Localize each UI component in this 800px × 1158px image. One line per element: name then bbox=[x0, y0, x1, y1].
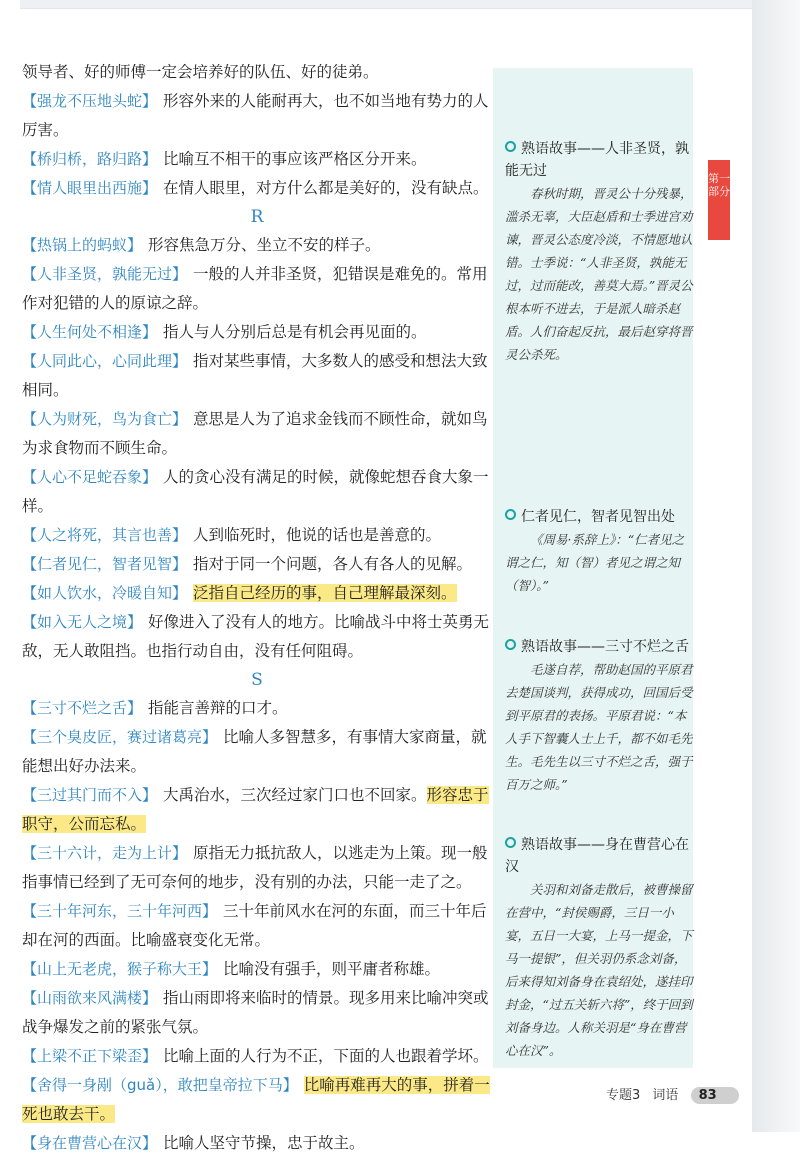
idiom-entry bbox=[22, 839, 492, 897]
intro-line: 领导者、好的师傅一定会培养好的队伍、好的徒弟。 bbox=[22, 63, 379, 81]
page-edge bbox=[20, 0, 760, 9]
idiom-entry bbox=[22, 260, 492, 318]
idiom-entry bbox=[22, 405, 492, 463]
idiom-entry bbox=[22, 463, 492, 521]
idiom-definition: 人到临死时，他说的话也是善意的。 bbox=[193, 526, 442, 544]
highlighted-definition: 泛指自己经历的事，自己理解最深刻。 bbox=[193, 584, 457, 602]
idiom-term: 【情人眼里出西施】 bbox=[22, 179, 158, 197]
idiom-definition: 指人与人分别后总是有机会再见面的。 bbox=[163, 323, 427, 341]
idiom-definition: 比喻上面的人行为不正，下面的人也跟着学坏。 bbox=[163, 1047, 489, 1065]
highlighted-definition: 比喻再难再大的事，拼着一死也敢去干。 bbox=[22, 1076, 490, 1123]
idiom-term: 【桥归桥，路归路】 bbox=[22, 150, 158, 168]
idiom-term: 【三十年河东，三十年河西】 bbox=[22, 902, 218, 920]
idiom-definition: 指对某些事情，大多数人的感受和想法大致相同。 bbox=[22, 352, 488, 399]
entry-list-r bbox=[22, 231, 492, 666]
idiom-definition: 一般的人并非圣贤，犯错误是难免的。常用作对犯错的人的原谅之辞。 bbox=[22, 265, 488, 312]
idiom-term: 【仁者见仁，智者见智】 bbox=[22, 555, 188, 573]
idiom-definition: 三十年前风水在河的东面，而三十年后却在河的西面。比喻盛衰变化无常。 bbox=[22, 902, 487, 949]
idiom-entry bbox=[22, 550, 492, 579]
sidebar-box-body: 关羽和刘备走散后，被曹操留在营中，“封侯赐爵，三日一小宴，五日一大宴，上马一提金，下马一提银”，但关羽仍系念刘备，后来得知刘备身在袁绍处，遂挂印封金，“过五关斩六将”，终于回到刘备身边。人称关羽是“身在曹营心在汉”。 bbox=[505, 882, 693, 1058]
idiom-entry bbox=[22, 984, 492, 1042]
entry-list-top bbox=[22, 87, 492, 203]
idiom-entry bbox=[22, 897, 492, 955]
idiom-term: 【人为财死，鸟为食亡】 bbox=[22, 410, 188, 428]
sidebar-box-title: 熟语故事——身在曹营心在汉 bbox=[505, 837, 689, 875]
section-letter-r: R bbox=[250, 207, 264, 227]
idiom-definition: 人的贪心没有满足的时候，就像蛇想吞食大象一样。 bbox=[22, 468, 489, 515]
idiom-definition: 比喻互不相干的事应该严格区分开来。 bbox=[163, 150, 427, 168]
main-column bbox=[22, 58, 492, 1158]
idiom-definition: 形容焦急万分、坐立不安的样子。 bbox=[148, 236, 381, 254]
idiom-definition: 比喻没有强手，则平庸者称雄。 bbox=[223, 960, 441, 978]
idiom-term: 【身在曹营心在汉】 bbox=[22, 1134, 158, 1152]
idiom-term: 【三个臭皮匠，赛过诸葛亮】 bbox=[22, 728, 218, 746]
section-letter-s: S bbox=[251, 670, 263, 690]
idiom-entry bbox=[22, 174, 492, 203]
idiom-entry bbox=[22, 694, 492, 723]
idiom-definition: 指对于同一个问题，各人有各人的见解。 bbox=[193, 555, 473, 573]
idiom-term: 【热锅上的蚂蚁】 bbox=[22, 236, 143, 254]
idiom-entry bbox=[22, 1042, 492, 1071]
sidebar-box-body: 《周易·系辞上》：“仁者见之谓之仁，知（智）者见之谓之知（智）。” bbox=[505, 532, 685, 593]
page-gutter bbox=[752, 0, 800, 1132]
idiom-term: 【人心不足蛇吞象】 bbox=[22, 468, 158, 486]
idiom-entry bbox=[22, 781, 492, 839]
highlighted-definition: 形容忠于职守，公而忘私。 bbox=[22, 786, 489, 833]
bullet-circle-icon bbox=[505, 639, 516, 650]
idiom-term: 【人同此心，心同此理】 bbox=[22, 352, 188, 370]
idiom-entry bbox=[22, 145, 492, 174]
idiom-definition: 原指无力抵抗敌人，以逃走为上策。现一般指事情已经到了无可奈何的地步，没有别的办法，只能一走了之。 bbox=[22, 844, 488, 891]
sidebar-box-body: 春秋时期，晋灵公十分残暴，滥杀无辜，大臣赵盾和士季进宫劝谏，晋灵公态度冷淡，不情愿地认错。士季说：“人非圣贤，孰能无过，过而能改，善莫大焉。”晋灵公根本听不进去，于是派人暗杀赵盾。人们奋起反抗，最后赵穿将晋灵公杀死。 bbox=[505, 186, 693, 362]
sidebar-box-title: 仁者见仁，智者见智出处 bbox=[521, 509, 675, 525]
idiom-term: 【人之将死，其言也善】 bbox=[22, 526, 188, 544]
idiom-term: 【山雨欲来风满楼】 bbox=[22, 989, 158, 1007]
idiom-term: 【舍得一身剐（guǎ），敢把皇帝拉下马】 bbox=[22, 1076, 298, 1094]
idiom-definition: 比喻人坚守节操，忠于故主。 bbox=[163, 1134, 365, 1152]
idiom-definition: 好像进入了没有人的地方。比喻战斗中将士英勇无敌，无人敢阻挡。也指行动自由，没有任何阻碍。 bbox=[22, 613, 490, 660]
idiom-entry bbox=[22, 579, 492, 608]
idiom-definition: 比喻人多智慧多，有事情大家商量，就能想出好办法来。 bbox=[22, 728, 487, 775]
idiom-term: 【三寸不烂之舌】 bbox=[22, 699, 143, 717]
bullet-circle-icon bbox=[505, 837, 516, 848]
idiom-entry bbox=[22, 723, 492, 781]
idiom-definition: 指山雨即将来临时的情景。现多用来比喻冲突或战争爆发之前的紧张气氛。 bbox=[22, 989, 489, 1036]
sidebar-box-story-3 bbox=[505, 834, 693, 1062]
idiom-entry bbox=[22, 87, 492, 145]
page-footer bbox=[606, 1084, 747, 1104]
sidebar-box-title: 熟语故事——三寸不烂之舌 bbox=[521, 639, 689, 655]
bullet-circle-icon bbox=[505, 509, 516, 520]
idiom-term: 【如入无人之境】 bbox=[22, 613, 143, 631]
idiom-entry bbox=[22, 1129, 492, 1158]
page-number: 83 bbox=[691, 1087, 739, 1104]
idiom-definition: 指能言善辩的口才。 bbox=[148, 699, 288, 717]
idiom-definition: 意思是人为了追求金钱而不顾性命，就如鸟为求食物而不顾生命。 bbox=[22, 410, 488, 457]
idiom-entry bbox=[22, 1071, 492, 1129]
footer-section: 词语 bbox=[652, 1088, 679, 1103]
idiom-term: 【山上无老虎，猴子称大王】 bbox=[22, 960, 218, 978]
idiom-entry bbox=[22, 608, 492, 666]
idiom-entry bbox=[22, 955, 492, 984]
idiom-entry bbox=[22, 231, 492, 260]
bullet-circle-icon bbox=[505, 141, 516, 152]
idiom-entry bbox=[22, 318, 492, 347]
part-tab[interactable]: 第一部分 bbox=[708, 160, 730, 240]
idiom-definition: 在情人眼里，对方什么都是美好的，没有缺点。 bbox=[163, 179, 489, 197]
idiom-definition: 大禹治水，三次经过家门口也不回家。 bbox=[163, 786, 427, 804]
sidebar-box-story-2 bbox=[505, 636, 693, 796]
idiom-term: 【三过其门而不入】 bbox=[22, 786, 158, 804]
sidebar-box-body: 毛遂自荐，帮助赵国的平原君去楚国谈判，获得成功，回国后受到平原君的表扬。平原君说：“本人手下智囊人士上千，都不如毛先生。毛先生以三寸不烂之舌，强于百万之师。” bbox=[505, 662, 693, 792]
entry-list-s bbox=[22, 694, 492, 1158]
idiom-entry bbox=[22, 521, 492, 550]
sidebar-box-story-1 bbox=[505, 138, 693, 366]
idiom-term: 【强龙不压地头蛇】 bbox=[22, 92, 158, 110]
idiom-term: 【人生何处不相逢】 bbox=[22, 323, 158, 341]
idiom-term: 【人非圣贤，孰能无过】 bbox=[22, 265, 188, 283]
idiom-term: 【三十六计，走为上计】 bbox=[22, 844, 188, 862]
sidebar-box-title: 熟语故事——人非圣贤，孰能无过 bbox=[505, 141, 689, 179]
idiom-entry bbox=[22, 347, 492, 405]
idiom-term: 【如人饮水，冷暖自知】 bbox=[22, 584, 188, 602]
idiom-term: 【上梁不正下梁歪】 bbox=[22, 1047, 158, 1065]
sidebar-box-origin bbox=[505, 506, 693, 597]
footer-topic: 专题3 bbox=[606, 1088, 641, 1103]
idiom-definition: 形容外来的人能耐再大，也不如当地有势力的人厉害。 bbox=[22, 92, 489, 139]
